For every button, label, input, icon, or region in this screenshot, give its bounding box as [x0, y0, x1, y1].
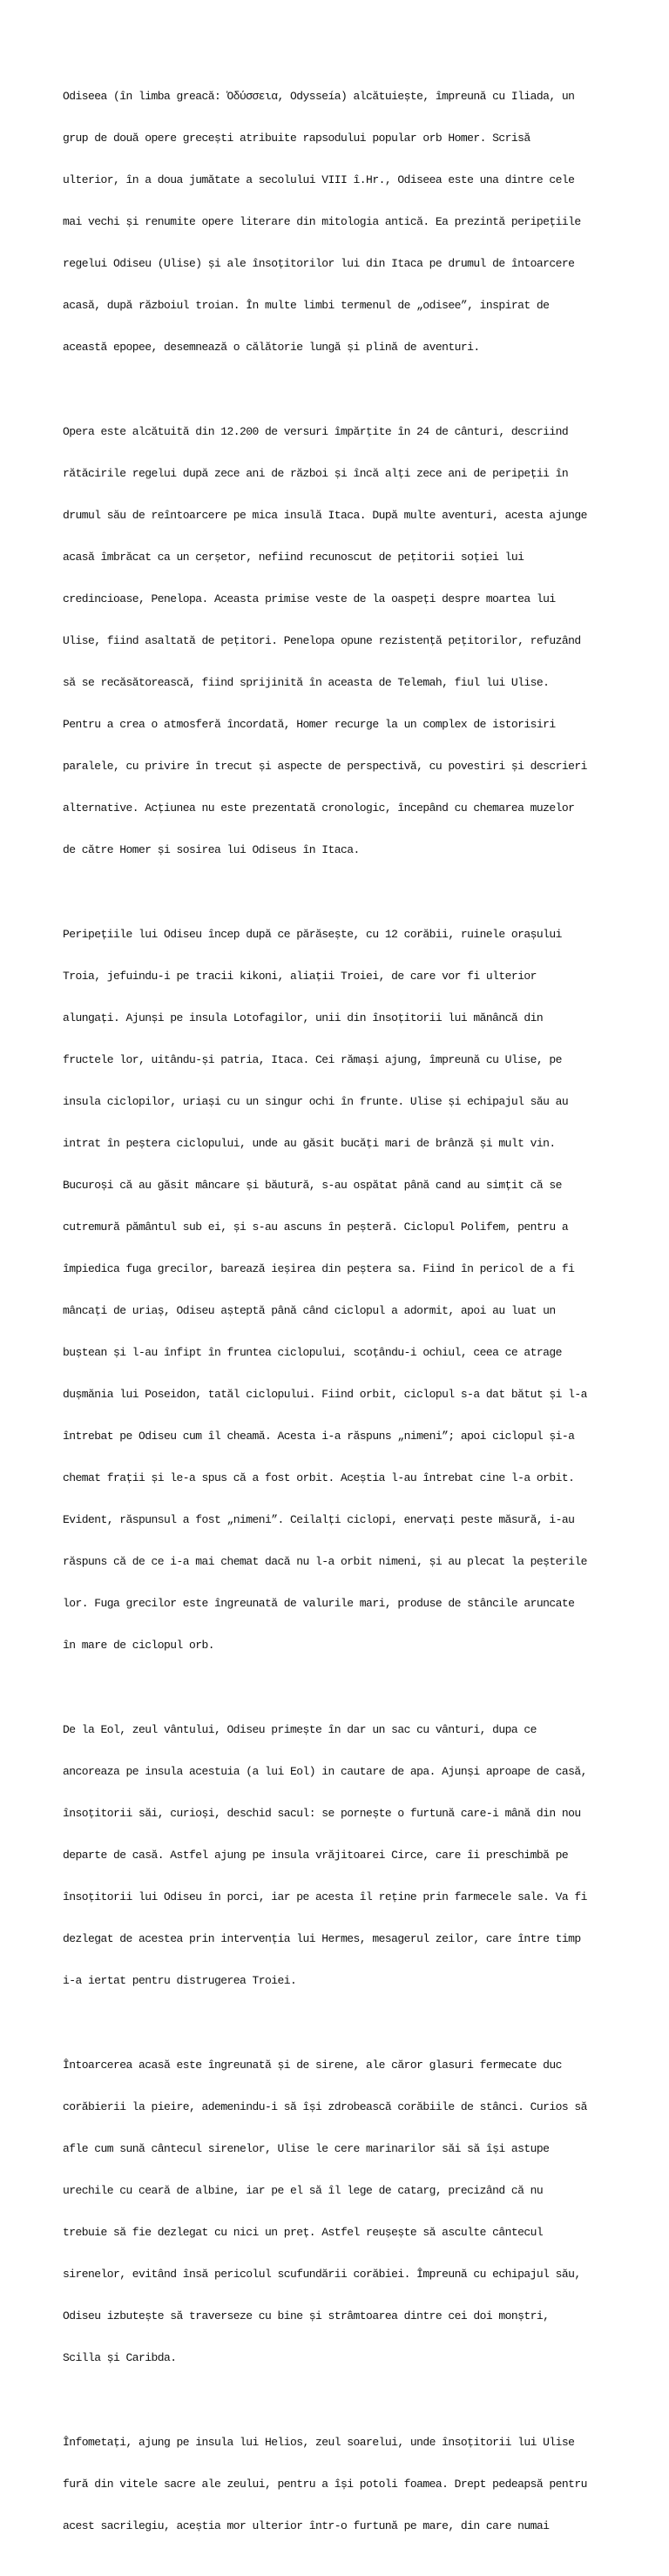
paragraph-sirens: [63, 2031, 620, 2393]
text-line: acest sacrilegiu, aceștia mor ulterior într-o furtună pe mare, din care numai: [63, 2519, 550, 2532]
text-line: fură din vitele sacre ale zeului, pentru a își potoli foamea. Drept pedeapsă pentru: [63, 2478, 587, 2491]
text-line: Întoarcerea acasă este îngreunată și de sirene, ale căror glasuri fermecate duc: [63, 2059, 562, 2072]
text-line: fructele lor, uitându-și patria, Itaca. Cei rămași ajung, împreună cu Ulise, pe: [63, 1053, 562, 1066]
text-line: sirenelor, evitând însă pericolul scufundării corăbiei. Împreună cu echipajul său,: [63, 2268, 581, 2281]
text-line: i-a iertat pentru distrugerea Troiei.: [63, 1974, 297, 1987]
paragraph-structure: [63, 397, 620, 885]
text-line: această epopee, desemnează o călătorie lungă și plină de aventuri.: [63, 341, 480, 354]
text-line: în mare de ciclopul orb.: [63, 1639, 215, 1652]
text-line: să se recăsătorească, fiind sprijinită în aceasta de Telemah, fiul lui Ulise.: [63, 676, 550, 689]
text-line: însoțitorii lui Odiseu în porci, iar pe acesta îl reține prin farmecele sale. Va fi: [63, 1890, 587, 1903]
text-line: rătăcirile regelui după zece ani de război și încă alți zece ani de peripeții în: [63, 467, 569, 480]
text-line: De la Eol, zeul vântului, Odiseu primește în dar un sac cu vânturi, dupa ce: [63, 1723, 537, 1736]
text-line: credincioase, Penelopa. Aceasta primise veste de la oaspeți despre moartea lui: [63, 592, 556, 605]
text-line: mai vechi și renumite opere literare din mitologia antică. Ea prezintă peripețiile: [63, 215, 581, 228]
text-line: însoțitorii săi, curioși, deschid sacul: se pornește o furtună care-i mână din nou: [63, 1807, 581, 1820]
text-line: Ulise, fiind asaltată de pețitori. Penelopa opune rezistență pețitorilor, refuzând: [63, 634, 581, 647]
text-line: buștean și l-au înfipt în fruntea ciclopului, scoțându-i ochiul, ceea ce atrage: [63, 1346, 562, 1359]
text-line: grup de două opere grecești atribuite rapsodului popular orb Homer. Scrisă: [63, 132, 530, 145]
text-line: ancoreaza pe insula acestuia (a lui Eol) in cautare de apa. Ajunși aproape de casă,: [63, 1765, 587, 1778]
text-line: Evident, răspunsul a fost „nimeni”. Ceilalți ciclopi, enervați peste măsură, i-au: [63, 1513, 575, 1526]
paragraph-cyclops: [63, 900, 620, 1680]
text-line: mâncați de uriaș, Odiseu așteptă până când ciclopul a adormit, apoi au luat un: [63, 1304, 556, 1317]
text-line: regelui Odiseu (Ulise) și ale însoțitorilor lui din Itaca pe drumul de întoarcere: [63, 257, 575, 270]
text-line: insula ciclopilor, uriași cu un singur ochi în frunte. Ulise și echipajul său au: [63, 1095, 569, 1108]
text-line: paralele, cu privire în trecut și aspecte de perspectivă, cu povestiri și descrieri: [63, 760, 587, 773]
text-line: dușmănia lui Poseidon, tatăl ciclopului. Fiind orbit, ciclopul s-a dat bătut și l-a: [63, 1388, 587, 1401]
text-line: Înfometați, ajung pe insula lui Helios, zeul soarelui, unde însoțitorii lui Ulise: [63, 2436, 575, 2449]
text-line: lor. Fuga grecilor este îngreunată de valurile mari, produse de stâncile aruncate: [63, 1597, 575, 1610]
text-line: afle cum sună cântecul sirenelor, Ulise le cere marinarilor săi să își astupe: [63, 2142, 550, 2155]
document-page: [63, 62, 620, 2576]
text-line: departe de casă. Astfel ajung pe insula vrăjitoarei Circe, care îi preschimbă pe: [63, 1849, 569, 1862]
text-line: acasă, după războiul troian. În multe limbi termenul de „odisee”, inspirat de: [63, 299, 550, 312]
text-line: Scilla și Caribda.: [63, 2351, 177, 2364]
text-line: de către Homer și sosirea lui Odiseus în Itaca.: [63, 843, 360, 856]
text-line: răspuns că de ce i-a mai chemat dacă nu l-a orbit nimeni, și au plecat la peșterile: [63, 1555, 587, 1568]
text-line: intrat în peștera ciclopului, unde au găsit bucăți mari de brânză și mult vin.: [63, 1137, 556, 1150]
text-line: Pentru a crea o atmosferă încordată, Homer recurge la un complex de istorisiri: [63, 718, 556, 731]
text-line: dezlegat de acestea prin intervenția lui Hermes, mesagerul zeilor, care între timp: [63, 1932, 581, 1945]
text-line: corăbierii la pieire, ademenindu-i să își zdrobească corăbiile de stânci. Curios să: [63, 2100, 587, 2113]
text-line: Opera este alcătuită din 12.200 de versuri împărțite în 24 de cânturi, descriind: [63, 425, 569, 438]
text-line: Odiseea (în limba greacă: Ὀδύσσεια, Odysseía) alcătuiește, împreună cu Iliada, un: [63, 90, 575, 103]
text-line: chemat frații și le-a spus că a fost orbit. Aceștia l-au întrebat cine l-a orbit.: [63, 1471, 575, 1484]
text-line: drumul său de reîntoarcere pe mica insulă Itaca. După multe aventuri, acesta ajunge: [63, 509, 587, 522]
text-line: Peripețiile lui Odiseu încep după ce părăsește, cu 12 corăbii, ruinele orașului: [63, 928, 562, 941]
paragraph-eol-circe: [63, 1695, 620, 2016]
paragraph-helios: [63, 2408, 620, 2561]
text-line: Odiseu izbutește să traverseze cu bine și strâmtoarea dintre cei doi monștri,: [63, 2309, 550, 2322]
text-line: împiedica fuga grecilor, barează ieșirea din peștera sa. Fiind în pericol de a fi: [63, 1262, 575, 1275]
text-line: ulterior, în a doua jumătate a secolului VIII î.Hr., Odiseea este una dintre cele: [63, 173, 575, 186]
text-line: urechile cu ceară de albine, iar pe el să îl lege de catarg, precizând că nu: [63, 2184, 544, 2197]
paragraph-intro: [63, 62, 620, 382]
text-line: trebuie să fie dezlegat cu nici un preț. Astfel reușește să asculte cântecul: [63, 2226, 544, 2239]
text-line: alternative. Acțiunea nu este prezentată cronologic, începând cu chemarea muzelor: [63, 801, 575, 815]
text-line: Bucuroși că au găsit mâncare și băutură, s-au ospătat până cand au simțit că se: [63, 1179, 562, 1192]
text-line: Troia, jefuindu-i pe tracii kikoni, aliații Troiei, de care vor fi ulterior: [63, 970, 537, 983]
text-line: cutremură pământul sub ei, și s-au ascuns în peșteră. Ciclopul Polifem, pentru a: [63, 1220, 569, 1234]
text-line: acasă îmbrăcat ca un cerșetor, nefiind recunoscut de pețitorii soției lui: [63, 551, 524, 564]
text-line: întrebat pe Odiseu cum îl cheamă. Acesta i-a răspuns „nimeni”; apoi ciclopul și-a: [63, 1430, 575, 1443]
text-line: alungați. Ajunși pe insula Lotofagilor, unii din însoțitorii lui mănâncă din: [63, 1011, 544, 1024]
